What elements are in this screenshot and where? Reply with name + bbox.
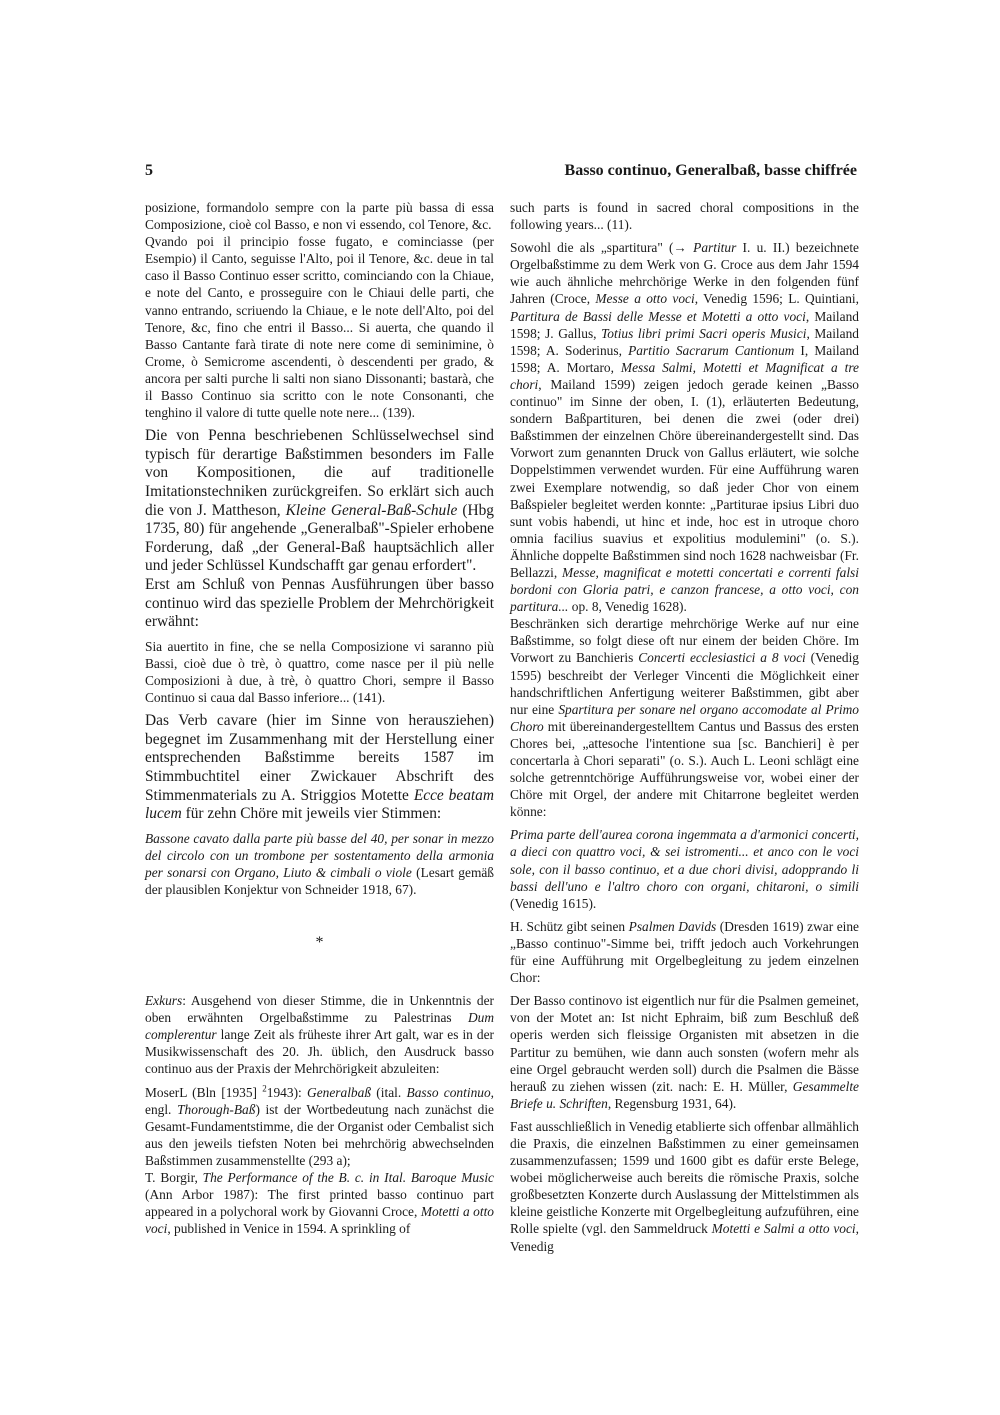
exkurs-section: [145, 992, 494, 1237]
text-run: Die von Penna beschriebenen Schlüsselwechsel sind typisch für derartige Baßstimmen besonders im Falle von Kompositionen, die auf traditionelle Imitationstechniken zurückgreifen. So erklärt sich auch die von J. Mattheson,: [145, 427, 494, 519]
penna-quote-1: [145, 199, 494, 421]
text-run: (Dresden 1619) zwar eine „Basso continuo"-Simme bei, trifft jedoch auch Vorkehrungen für eine Aufführung mit Orgelbegleitung zu jedem einzelnen Chor:: [510, 918, 859, 986]
text-run: (Venedig 1595) beschreibt der Verleger Vincenti die Möglichkeit einer handschriftlichen Anfertigung weiterer Baßstimmen, gibt aber nur eine: [510, 650, 859, 717]
quote-paragraph: Qvando poi il principio fosse fugato, e cominciasse (per Esempio) il Canto, seguisse l'Alto, poi il Tenore, &c. deue in tal caso il Basso Continuo esser scritto, cominciando con la Chiaue, e note del Canto, e prosseguire con le Chiaui delle parti, che vanno entrando, scriuendo la Chiaue, e le note dell'Alto, poi del Tenore, &c, fino che entri il Basso... Si auerta, che quando il Basso Cantante farà tirate di note nere come di seminimine, ò Crome, ò Semicrome ascendenti, ò descendenti per grado, & ancora per salti purche li salti non siano Dissonanti; bastarà, che il Basso Continuo sia scritto con le note Consonanti, che tenghino il valore di tutte quelle note nere... (139).: [145, 234, 494, 421]
schuetz-quote: [510, 992, 859, 1112]
quote-paragraph: Sia auertito in fine, che se nella Composizione vi saranno più Bassi, cioè due ò trè, ò quattro, come nasce per il più nelle Composizioni à due, à trè, ò quattro Chori, sempre il Basso Continuo si caua dal Basso inferiore... (141).: [145, 638, 494, 706]
text-run: Fast ausschließlich in Venedig etablierte sich offenbar allmählich die Praxis, die einzelnen Baßstimmen zu einer gemeinsamen zusammenzufassen; 1599 und 1600 gibt es dafür erste Belege, wobei möglicherweise auch bereits die römische Praxis, solche großbesetzten Konzerte durch Auslassung der Mittelstimmen als kleine geistliche Konzerte mit Orgelbegleitung aufzuführen, eine Rolle spielte (vgl. den Sammeldruck: [510, 1118, 859, 1237]
text-run: , Venedig 1596; L. Quintiani,: [694, 291, 859, 307]
text-run: Sowohl die als „spartitura" (→: [510, 240, 694, 256]
right-text: [510, 199, 859, 1255]
text-run: , Mailand 1598; J. Gallus,: [510, 308, 859, 341]
text-run: , Regensburg 1931, 64).: [607, 1095, 737, 1111]
body-paragraph-penna: [145, 427, 494, 632]
text-run: MoserL (Bln [1935]: [145, 1084, 263, 1100]
borgir-entry: [145, 1169, 494, 1237]
work-title: Gesammelte Briefe u. Schriften: [510, 1078, 859, 1111]
work-title: Kleine General-Baß-Schule: [285, 501, 458, 519]
body-paragraph: [145, 427, 494, 576]
work-title: Concerti ecclesiastici a 8 voci: [638, 650, 806, 666]
page-number: 5: [145, 162, 153, 179]
text-run: 1943):: [266, 1084, 308, 1100]
work-title: Partitura de Bassi delle Messe et Motetti a otto voci: [510, 308, 806, 324]
quote-paragraph: posizione, formandolo sempre con la parte più bassa di essa Composizione, cioè col Basso, e non vi essendo, col Tenore, &c.: [145, 200, 494, 233]
right-column: [510, 199, 859, 1255]
quote-paragraph: [145, 830, 494, 898]
work-title: Messe a otto voci: [595, 291, 695, 307]
body-paragraph-venedig: [510, 1118, 859, 1255]
striggio-quote: [145, 830, 494, 898]
text-run: T. Borgir,: [145, 1170, 203, 1185]
work-title: Spartitura per sonare nel organo accomodate al Primo Choro: [510, 701, 859, 734]
text-run: mit übereinandergestelltem Cantus und Bassus des ersten Chores bei, „attesoche l'intentione sua [sc. Banchieri] è per concertarla à Chori separati" (o. S.). Auch L. Leoni schlägt eine solche getrenntchörige Aufführungsweise vor, wobei einer der Chöre mit Orgel, der andere mit Chitarrone begleitet werden könne:: [510, 718, 859, 820]
text-run: , Mailand 1598; A. Soderinus,: [510, 325, 859, 358]
exkurs-paragraph: [145, 992, 494, 1077]
text-run: H. Schütz gibt seinen: [510, 918, 629, 934]
work-title: Motetti e Salmi a otto voci: [711, 1221, 856, 1237]
text-run: (Ann Arbor 1987): The first printed basso continuo part appeared in a polychoral work by Giovanni Croce,: [145, 1187, 494, 1220]
section-asterisk: *: [315, 934, 324, 952]
running-title: Basso continuo, Generalbaß, basse chiffrée: [564, 162, 857, 179]
body-paragraph: Erst am Schluß von Pennas Ausführungen über basso continuo wird das spezielle Problem der Mehrchörigkeit erwähnt:: [145, 575, 494, 631]
work-title: Motetti a otto voci: [145, 1204, 494, 1237]
text-run: Der Basso continovo ist eigentlich nur für die Psalmen gemeinet, von der Motet an: Ist nicht Ephraim, biß zum Beschluß deß operis werden sich fleissige Organisten mit absetzen in die Partitur zu bemühen, wie dann auch sonsten (wofern mehr als eine Orgel gebraucht werden soll) durch die Psalmen die Bässe herauß zu ziehen wissen (zit. nach: E. H. Müller,: [510, 993, 859, 1094]
penna-quote-2: [145, 638, 494, 706]
body-paragraph-croce: [510, 239, 859, 615]
work-title: Totius libri primi Sacri operis Musici: [601, 325, 807, 341]
cross-reference: Partitur: [693, 240, 737, 256]
text-run: Beschränken sich derartige mehrchörige Werke auf nur eine Baßstimme, so folgt diese oft nur einem der beiden Chöre. Im Vorwort zu Banchieris: [510, 616, 859, 666]
text-run: , Venedig: [510, 1221, 859, 1254]
text-run: für zehn Chöre mit jeweils vier Stimmen:: [181, 805, 442, 823]
quote-italic: Prima parte dell'aurea corona ingemmata a d'armonici concerti, a dieci con quattro voci, & sei istromenti... et anco con le voci sole, con il basso continuo, et a due chori divisi, adopprando li bassi dell'uno e l'altro choro con organi, chitaroni, o simili: [510, 827, 859, 894]
work-title: Partitio Sacrarum Cantionum: [628, 342, 795, 358]
work-title: The Performance of the B. c. in Ital. Baroque Music: [202, 1170, 494, 1185]
text-run: op. 8, Venedig 1628).: [568, 599, 687, 615]
text-run: I, Mailand 1598; A. Mortaro,: [510, 342, 859, 375]
leoni-quote: [510, 826, 859, 911]
text-run: (Lesart gemäß der plausiblen Konjektur von Schneider 1918, 67).: [145, 864, 495, 897]
work-title: Generalbaß: [307, 1084, 372, 1100]
text-run: (Venedig 1615).: [510, 895, 597, 911]
body-paragraph-schuetz: [510, 918, 859, 986]
term-italic: Thorough-Baß: [177, 1101, 256, 1117]
term-italic: Basso continuo: [406, 1084, 491, 1100]
work-title: Ecce beatam lucem: [145, 786, 494, 823]
text-run: I. u. II.) bezeichnete Orgelbaßstimme zu dem Werk von G. Croce aus dem Jahr 1594 wie auch ähnliche mehrchörige Werke in den folgenden fünf Jahren (Croce,: [510, 240, 859, 307]
work-title: Psalmen Davids: [628, 918, 717, 934]
edition-superscript: 2: [262, 1083, 267, 1094]
work-title: Messe, magnificat e motetti concertati e correnti falsi bordoni con Gloria patri, e canzon francese, a otto voci, con partitura...: [510, 564, 859, 615]
text-run: (Hbg 1735, 80) für angehende „Generalbaß"-Spieler erhobene Forderung, daß „der General-Baß hauptsächlich aller und jeder Schlüssel Kundschafft gar genau erfordert".: [145, 501, 494, 575]
body-paragraph-cavare: [145, 712, 494, 824]
text-run: lange Zeit als früheste ihrer Art galt, war es in der Musikwissenschaft des 20. Jh. üblich, den Ausdruck basso continuo aus der Praxis der Mehrchörigkeit abzuleiten:: [145, 1027, 494, 1077]
left-column: [145, 199, 494, 1237]
borgir-continuation: such parts is found in sacred choral compositions in the following years... (11).: [510, 200, 859, 233]
text-run: , Mailand 1599) zeigen jedoch gerade keinen „Basso continuo" im Sinne der oben, I. (1), erläuterten Bedeutung, sondern Baßpartituren, bei denen die zwei (oder drei) Baßstimmen der einzelnen Chöre übereinandergestellt sind. Das Vorwort zum genannten Druck von Gallus erläutert, wie solche Doppelstimmen verwendet wurden. Für eine Aufführung waren zwei Exemplare notwendig, so daß jeder Chor von einem Baßspieler begleitet werden konnte: „Partiturae ipsius Libri duo sunt vobis habendi, ut hinc et inde, hoc est in utroque choro omnia facilius suavius et expolitius modulemini" (o. S.). Ähnliche doppelte Baßstimmen sind noch 1628 nachweisbar (Fr. Bellazzi,: [510, 376, 859, 580]
page-header: [145, 162, 857, 186]
work-title: Dum complerentur: [145, 1010, 494, 1043]
work-title: Messa Salmi, Motetti et Magnificat a tre chori: [510, 359, 859, 392]
moser-entry: [145, 1084, 494, 1169]
text-run: , published in Venice in 1594. A sprinkling of: [167, 1221, 411, 1237]
text-run: : Ausgehend von dieser Stimme, die in Unkenntnis der oben erwähnten Orgelbaßstimme zu Palestrinas: [145, 993, 494, 1026]
quote-italic: Bassone cavato dalla parte più basse del 40, per sonar in mezzo del circolo con un trombone per sostentamento della armonia per sonarsi con Organo, Liuto & cimbali o viole: [145, 830, 494, 880]
body-paragraph: [145, 712, 494, 824]
text-run: Das Verb cavare (hier im Sinne von herausziehen) begegnet im Zusammenhang mit der Herstellung einer entsprechenden Baßstimme bereits 1587 im Stimmbuchtitel einer Zwickauer Abschrift des Stimmenmaterials zu A. Striggios Motette: [145, 712, 494, 804]
text-run: , engl.: [145, 1084, 495, 1117]
text-run: ) ist der Wortbedeutung nach zunächst die Gesamt-Fundamentstimme, die der Organist oder Cembalist sich aus den jeweils tiefsten Noten bei mehrchörig abwechselnden Baßstimmen zusammenstellte (293 a);: [145, 1101, 495, 1168]
body-paragraph-banchieri: [510, 615, 859, 820]
text-run: (ital.: [371, 1084, 407, 1100]
exkurs-label: Exkurs: [145, 993, 183, 1009]
